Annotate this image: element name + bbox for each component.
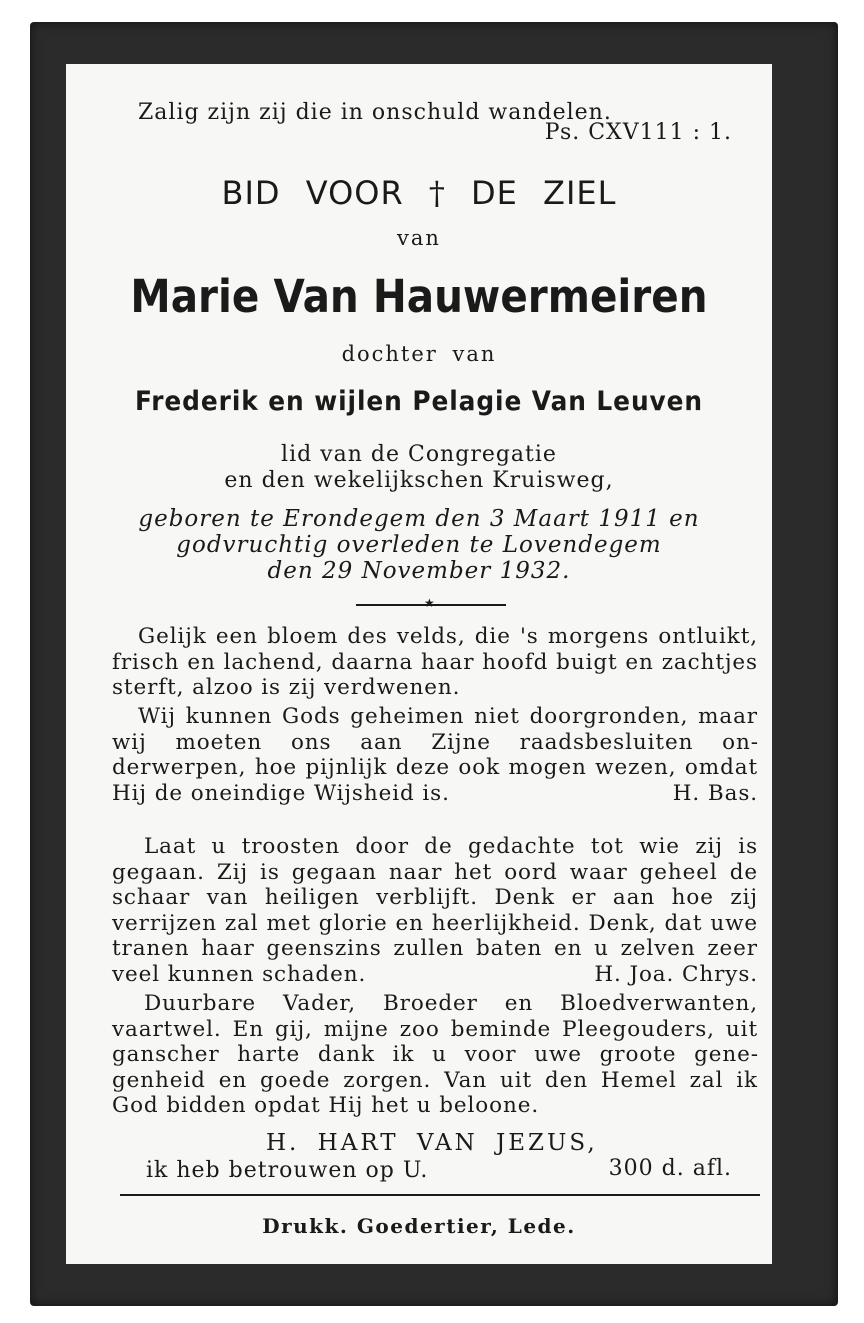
paragraph-wisdom — [112, 704, 758, 806]
indulgence-note: 300 d. afl. — [608, 1156, 732, 1181]
paragraph-wisdom-text: Wij kunnen Gods geheimen niet doorgronden, maar wij moeten ons aan Zijne raadsbesluiten onderwerpen, hoe pijnlijk deze ook mogen wezen, omdat Hij de oneindige Wijsheid is. — [112, 704, 758, 806]
paragraph-farewell: Duurbare Vader, Broeder en Bloedverwanten, vaartwel. En gij, mijne zoo beminde Pleegouders, uit ganscher harte dank ik u voor uwe groote genegenheid en goede zorgen. Van uit den Hemel zal ik God bidden opdat Hij het u beloone. — [112, 991, 758, 1118]
printer-imprint: Drukk. Goedertier, Lede. — [262, 1214, 576, 1238]
pray-right: DE ZIEL — [471, 174, 617, 212]
cross-icon: † — [428, 174, 446, 212]
daughter-of-label: dochter van — [341, 342, 497, 366]
motto-reference: Ps. CXV111 : 1. — [544, 120, 732, 145]
membership-line-1: lid van de Congregatie — [281, 442, 557, 467]
bottom-rule — [120, 1194, 760, 1196]
deceased-name: Marie Van Hauwermeiren — [130, 270, 708, 323]
pray-left: BID VOOR — [221, 174, 404, 212]
motto: Zalig zijn zij die in onschuld wandelen. — [138, 100, 612, 125]
paragraph-comfort-text: Laat u troosten door de gedachte tot wie zij is gegaan. Zij is gegaan naar het oord waar geheel de schaar van heiligen verblijft. Denk er aan hoe zij verrijzen zal met glorie en heerlijkheid. Denk, dat uwe tranen haar geenszins zullen baten en u zelven zeer veel kunnen schaden. — [112, 834, 758, 987]
trust-line: ik heb betrouwen op U. — [146, 1158, 429, 1183]
membership-line-2: en den wekelijkschen Kruisweg, — [224, 468, 614, 493]
pray-heading — [66, 174, 772, 212]
memorial-card — [66, 64, 772, 1264]
birth-line-1: geboren te Erondegem den 3 Maart 1911 en — [138, 506, 700, 532]
sacred-heart-invocation: H. HART VAN JEZUS, — [266, 1130, 598, 1156]
paragraph-comfort — [112, 834, 758, 987]
death-date-line: den 29 November 1932. — [267, 558, 571, 584]
death-line-2: godvruchtig overleden te Lovendegem — [176, 532, 662, 558]
source-basil: H. Bas. — [672, 780, 758, 806]
ornament-star-icon: ★ — [424, 596, 435, 610]
of-label: van — [397, 226, 441, 250]
source-chrysostom: H. Joa. Chrys. — [594, 961, 758, 987]
paragraph-flower: Gelijk een bloem des velds, die 's morgens ontluikt, frisch en lachend, daarna haar hoofd buigt en zachtjes sterft, alzoo is zij verdwenen. — [112, 624, 758, 700]
parents-names: Frederik en wijlen Pelagie Van Leuven — [134, 386, 704, 417]
